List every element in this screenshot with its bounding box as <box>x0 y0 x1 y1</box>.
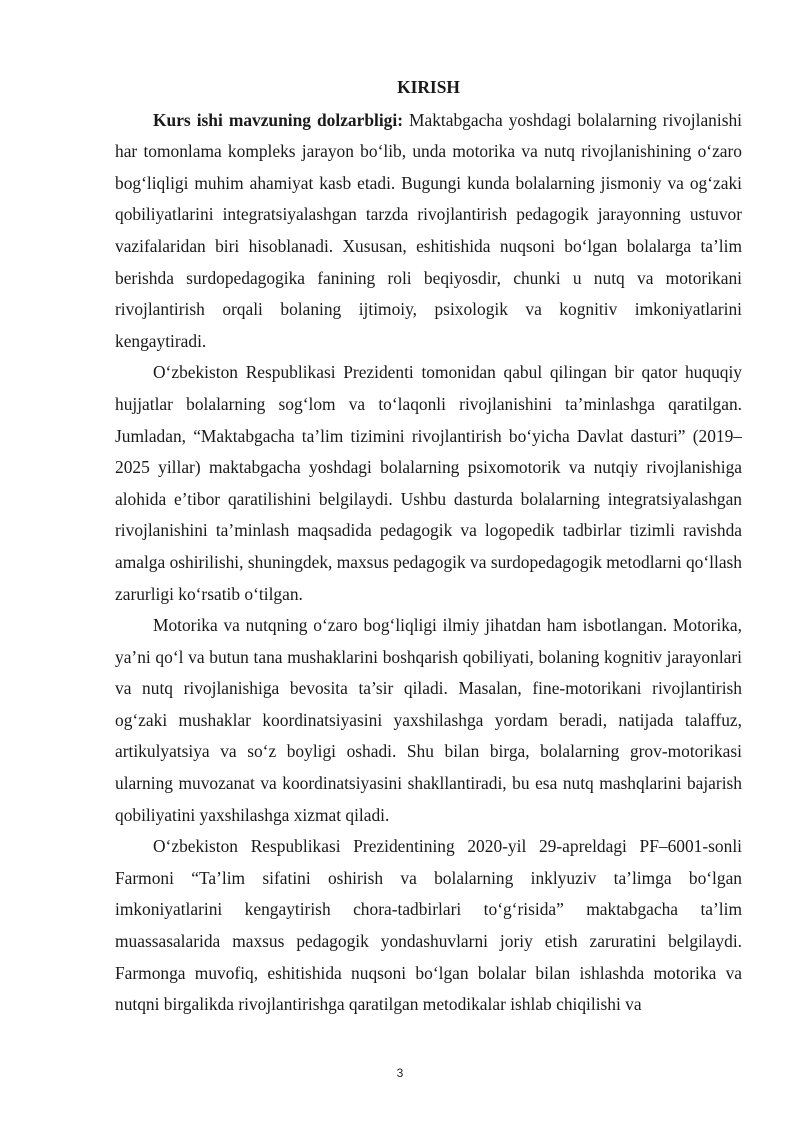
paragraph-text: O‘zbekiston Respublikasi Prezidentining 2020-yil 29-apreldagi PF–6001-sonli Farmoni “Ta’lim sifatini oshirish va bolalarning inklyuziv ta’limga bo‘lgan imkoniyatlarini kengaytirish chora-tadbirlari to‘g‘risida” maktabgacha ta’lim muassasalarida maxsus pedagogik yondashuvlarni joriy etish zaruratini belgilaydi. Farmonga muvofiq, eshitishida nuqsoni bo‘lgan bolalar bilan ishlashda motorika va nutqni birgalikda rivojlantirishga qaratilgan metodikalar ishlab chiqilishi va <box>115 836 742 1015</box>
paragraph-text: Maktabgacha yoshdagi bolalarning rivojlanishi har tomonlama kompleks jarayon bo‘lib, unda motorika va nutq rivojlanishining o‘zaro bog‘liqligi muhim ahamiyat kasb etadi. Bugungi kunda bolalarning jismoniy va og‘zaki qobiliyatlarini integratsiyalashgan tarzda rivojlantirish pedagogik jarayonning ustuvor vazifalaridan biri hisoblanadi. Xususan, eshitishida nuqsoni bo‘lgan bolalarga ta’lim berishda surdopedagogika fanining roli beqiyosdir, chunki u nutq va motorikani rivojlantirish orqali bolaning ijtimoiy, psixologik va kognitiv imkoniyatlarini kengaytiradi. <box>115 109 742 351</box>
paragraph-motor-speech <box>115 610 742 831</box>
paragraph-text: O‘zbekiston Respublikasi Prezidenti tomonidan qabul qilingan bir qator huquqiy hujjatlar bolalarning sog‘lom va to‘laqonli rivojlanishini ta’minlashga qaratilgan. Jumladan, “Maktabgacha ta’lim tizimini rivojlantirish bo‘yicha Davlat dasturi” (2019–2025 yillar) maktabgacha yoshdagi bolalarning psixomotorik va nutqiy rivojlanishiga alohida e’tibor qaratilishini belgilaydi. Ushbu dasturda bolalarning integratsiyalashgan rivojlanishini ta’minlash maqsadida pedagogik va logopedik tadbirlar tizimli ravishda amalga oshirilishi, shuningdek, maxsus pedagogik va surdopedagogik metodlarni qo‘llash zarurligi ko‘rsatib o‘tilgan. <box>115 362 742 604</box>
paragraph-lead-heading: Kurs ishi mavzuning dolzarbligi: <box>153 109 403 130</box>
paragraph-legal-documents <box>115 357 742 610</box>
paragraph-relevance <box>115 105 742 358</box>
paragraph-presidential-decree <box>115 831 742 1021</box>
page-content <box>115 72 742 1021</box>
page-number: 3 <box>396 1066 404 1080</box>
section-title: KIRISH <box>397 77 460 97</box>
paragraph-text: Motorika va nutqning o‘zaro bog‘liqligi ilmiy jihatdan ham isbotlangan. Motorika, ya’ni qo‘l va butun tana mushaklarini boshqarish qobiliyati, bolaning kognitiv jarayonlari va nutq rivojlanishiga bevosita ta’sir qiladi. Masalan, fine-motorikani rivojlantirish og‘zaki mushaklar koordinatsiyasini yaxshilashga yordam beradi, natijada talaffuz, artikulyatsiya va so‘z boyligi oshadi. Shu bilan birga, bolalarning grov-motorikasi ularning muvozanat va koordinatsiyasini shakllantiradi, bu esa nutq mashqlarini bajarish qobiliyatini yaxshilashga xizmat qiladi. <box>115 615 742 825</box>
